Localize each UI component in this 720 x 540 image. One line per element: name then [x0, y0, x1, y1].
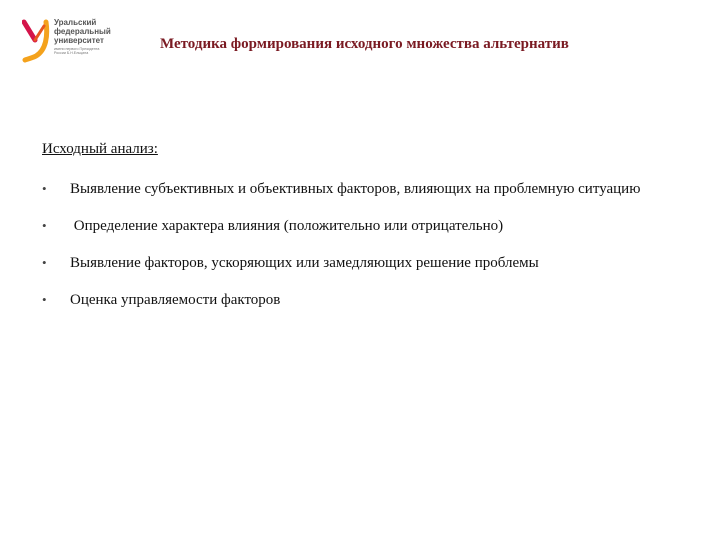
- ural-federal-university-logo: [22, 16, 132, 68]
- bullet-point-icon: •: [42, 255, 47, 270]
- bullet-point-icon: •: [42, 181, 47, 196]
- logo-line: университет: [54, 36, 104, 45]
- logo-text-block: [54, 18, 132, 56]
- logo-line: федеральный: [54, 27, 111, 36]
- bullet-item: [42, 173, 692, 205]
- bullet-item: [42, 210, 692, 242]
- logo-line: Уральский: [54, 18, 97, 27]
- logo-small-line: России Б.Н.Ельцина: [54, 51, 89, 56]
- bullet-point-icon: •: [42, 218, 47, 233]
- university-logo-mark-icon: [22, 18, 50, 64]
- bullet-item: [42, 284, 692, 316]
- logo-small-line: имени первого Президента: [54, 47, 100, 51]
- bullet-text: Оценка управляемости факторов: [70, 292, 281, 308]
- slide-title: Методика формирования исходного множества альтернатив: [160, 36, 569, 52]
- bullet-text: Выявление факторов, ускоряющих или замедляющих решение проблемы: [70, 255, 539, 271]
- logo-small-text: [54, 47, 132, 56]
- bullet-item: [42, 247, 692, 279]
- bullet-list: [42, 173, 692, 321]
- bullet-text: Определение характера влияния (положительно или отрицательно): [70, 218, 504, 234]
- section-heading: Исходный анализ:: [42, 141, 158, 157]
- bullet-point-icon: •: [42, 292, 47, 307]
- bullet-text: Выявление субъективных и объективных факторов, влияющих на проблемную ситуацию: [70, 181, 641, 197]
